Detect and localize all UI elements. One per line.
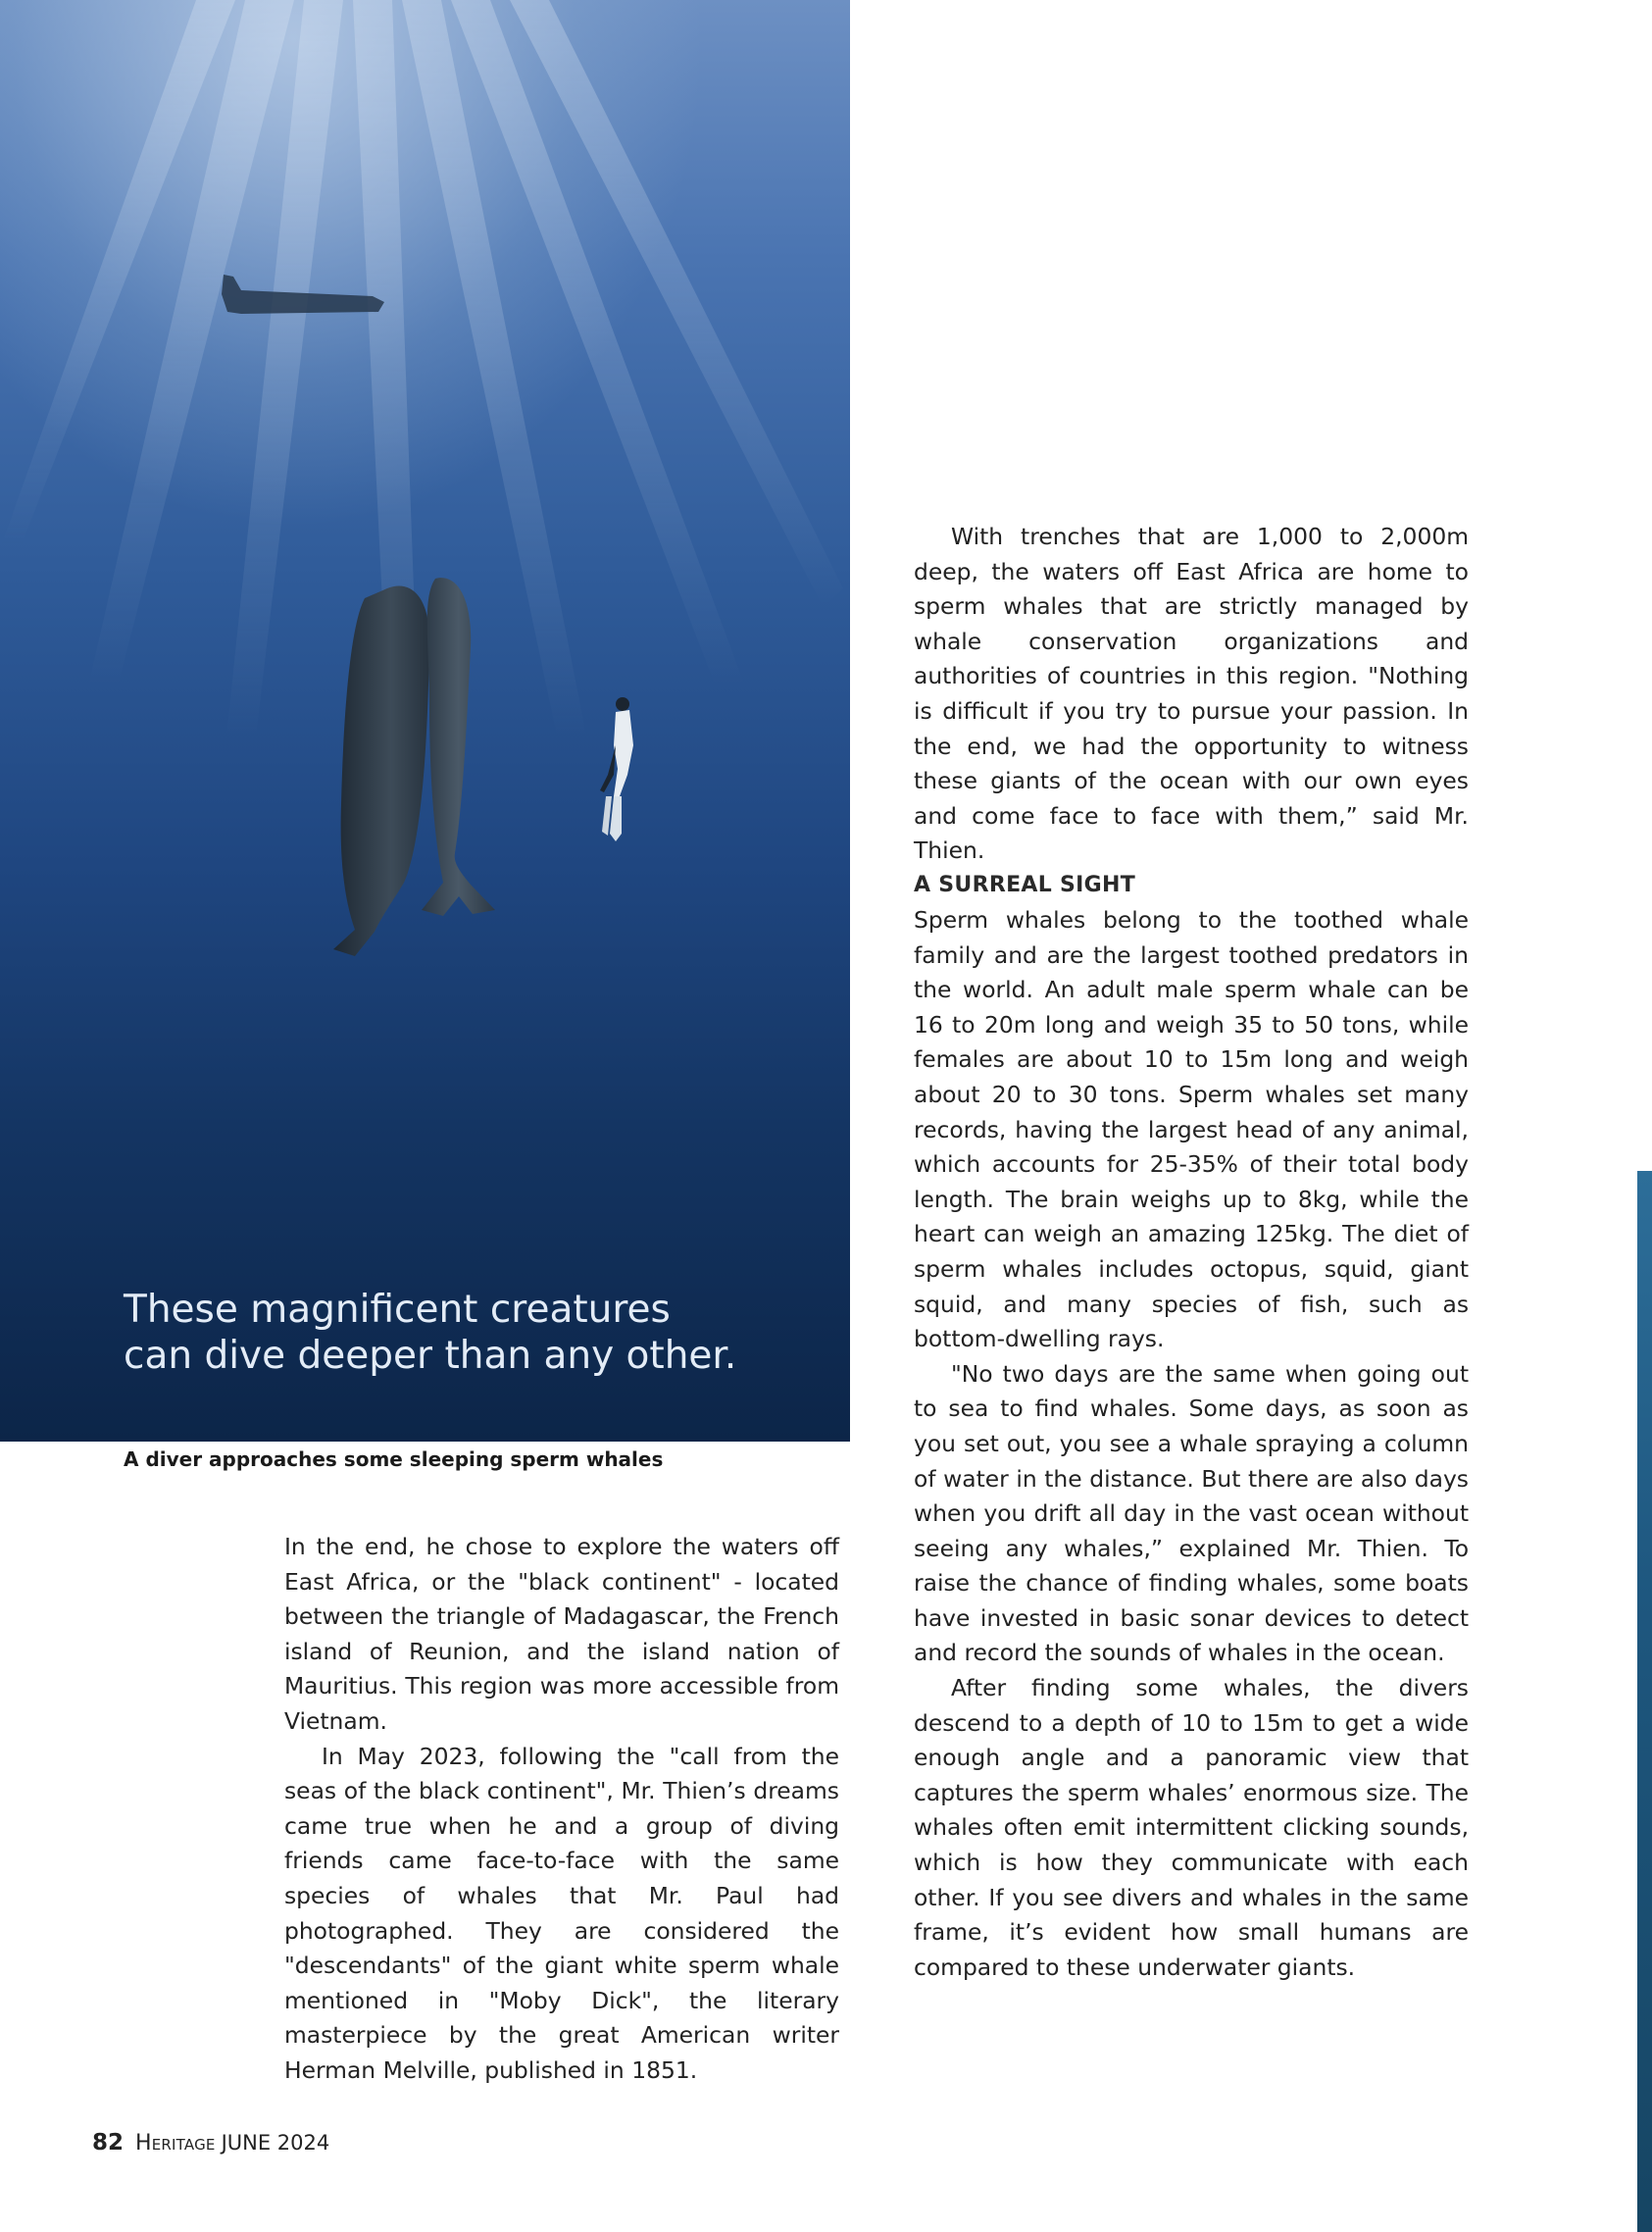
right-column-section — [914, 868, 1469, 1985]
pull-quote: These magnificent creatures can dive deeper than any other. — [124, 1288, 737, 1378]
body-paragraph: In the end, he chose to explore the waters off East Africa, or the "black continent" - located between the triangle of Madagascar, the French island of Reunion, and the island nation of Mauritius. This region was more accessible from Vietnam. — [284, 1533, 839, 1735]
sperm-whales — [333, 578, 495, 956]
section-heading: A SURREAL SIGHT — [914, 873, 1136, 897]
body-paragraph: In May 2023, following the "call from the seas of the black continent", Mr. Thien’s dreams came true when he and a group of diving friends came face-to-face with the same species of whales that Mr. Paul had photographed. They are considered the "descendants" of the giant white sperm whale mentioned in "Moby Dick", the literary masterpiece by the great American writer Herman Melville, published in 1851. — [284, 1742, 839, 2084]
edge-strip — [1637, 1171, 1652, 2232]
body-paragraph: "No two days are the same when going out to sea to find whales. Some days, as soon as you set out, you see a whale spraying a column of water in the distance. But there are also days when you drift all day in the vast ocean without seeing any whales,” explained Mr. Thien. To raise the chance of finding whales, some boats have invested in basic sonar devices to detect and record the sounds of whales in the ocean. — [914, 1359, 1469, 1667]
hero-photo — [0, 0, 850, 1442]
magazine-name: Heritage — [135, 2131, 216, 2156]
intro-paragraph: With trenches that are 1,000 to 2,000m deep, the waters off East Africa are home to sperm whales that are strictly managed by whale conservation organizations and authorities of countries in this region. "Nothing is difficult if you try to pursue your passion. In the end, we had the opportunity to witness these giants of the ocean with our own eyes and come face to face with them,” said Mr. Thien. — [914, 523, 1469, 865]
underwater-scene — [0, 0, 850, 1442]
right-column-intro — [914, 520, 1469, 869]
diver-silhouette — [600, 697, 633, 841]
page-number: 82 — [92, 2130, 125, 2156]
body-paragraph: After finding some whales, the divers descend to a depth of 10 to 15m to get a wide enough angle and a panoramic view that captures the sperm whales’ enormous size. The whales often emit intermittent clicking sounds, which is how they communicate with each other. If you see divers and whales in the same frame, it’s evident how small humans are compared to these underwater giants. — [914, 1674, 1469, 1981]
body-paragraph: Sperm whales belong to the toothed whale family and are the largest toothed predators in the world. An adult male sperm whale can be 16 to 20m long and weigh 35 to 50 tons, while females are about 10 to 15m long and weigh about 20 to 30 tons. Sperm whales set many records, having the largest head of any animal, which accounts for 25-35% of their total body length. The brain weighs up to 8kg, while the heart can weigh an amazing 125kg. The diet of sperm whales includes octopus, squid, giant squid, and many species of fish, such as bottom-dwelling rays. — [914, 906, 1469, 1353]
page-footer — [92, 2130, 329, 2156]
left-column — [284, 1530, 839, 2089]
photo-caption: A diver approaches some sleeping sperm whales — [124, 1447, 664, 1471]
issue-date: JUNE 2024 — [221, 2131, 330, 2155]
